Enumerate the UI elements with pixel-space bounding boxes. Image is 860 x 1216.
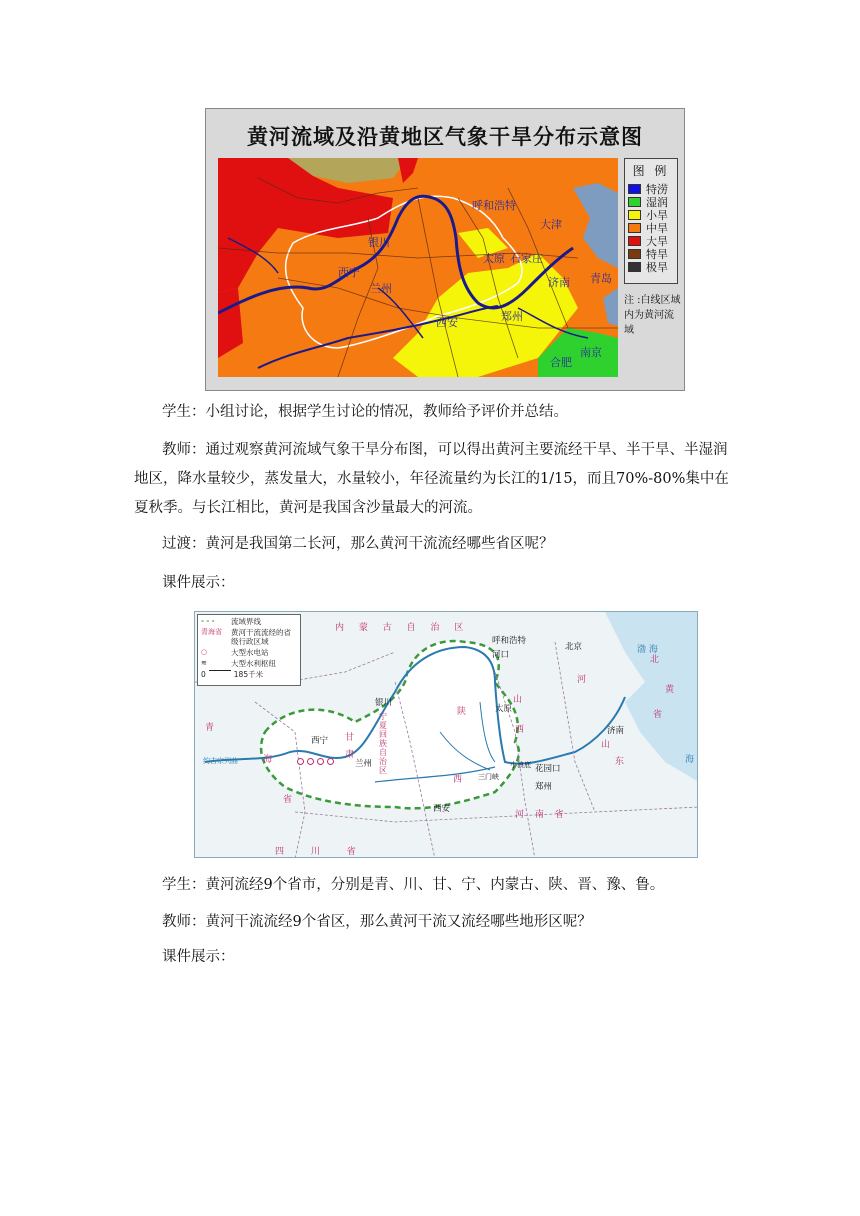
city-label: 北京 xyxy=(565,642,583,652)
city-label: 石家庄 xyxy=(510,252,543,265)
scale-bar xyxy=(209,670,231,671)
teacher-summary-text: 教师：通过观察黄河流域气象干旱分布图，可以得出黄河主要流经干旱、半干旱、半湿润地区，降水量较少，蒸发量大，水量较小，年径流量约为长江的1/15，而且70%-80%集中在夏秋季。与长江相比，黄河是我国含沙量最大的河流。 xyxy=(134,442,729,516)
legend-swatch xyxy=(628,223,641,233)
city-label: 花园口 xyxy=(535,764,561,774)
legend-item xyxy=(628,260,677,273)
province-label: 宁夏回族自治区 xyxy=(379,712,387,775)
city-label: 呼和浩特 xyxy=(492,636,527,646)
city-label: 西安 xyxy=(436,316,458,329)
legend-basin-line: - - - 流域界线 xyxy=(201,617,261,626)
courseware-label: 课件展示： xyxy=(162,949,235,965)
legend-swatch xyxy=(628,249,641,259)
legend-province: 青海省 黄河干流流经的省级行政区域 xyxy=(201,628,291,646)
city-label: 青岛 xyxy=(590,272,612,285)
courseware-label: 课件展示： xyxy=(162,575,235,591)
teacher-question-text: 教师：黄河干流流经9个省区，那么黄河干流又流经哪些地形区呢？ xyxy=(162,914,592,930)
province-label: 西 xyxy=(515,725,525,735)
legend-label: 小旱 xyxy=(646,208,668,222)
legend-label: 湿润 xyxy=(646,195,668,209)
city-label: 兰州 xyxy=(370,282,392,295)
legend-label: 大旱 xyxy=(646,234,668,248)
province-label: 山 xyxy=(513,695,523,705)
province-label: 河 xyxy=(577,675,587,685)
province-label: 西 xyxy=(453,775,463,785)
province-label: 山 xyxy=(601,740,611,750)
province-label: 四 川 省 xyxy=(275,847,368,857)
city-label: 郑州 xyxy=(535,782,553,792)
power-station-icon: ○ xyxy=(201,648,208,656)
province-label: 甘 xyxy=(345,733,355,743)
yellow-river-provinces-map xyxy=(194,611,698,858)
city-label: 西安 xyxy=(433,804,451,814)
hub-icon: ≋ xyxy=(201,659,207,667)
city-label: 三门峡 xyxy=(478,773,499,781)
province-label: 河 南 省 xyxy=(515,810,568,820)
city-label: 南京 xyxy=(580,346,602,359)
city-label: 济南 xyxy=(607,726,625,736)
student-discussion-text: 学生：小组讨论，根据学生讨论的情况，教师给予评价并总结。 xyxy=(162,404,568,420)
province-label: 海 xyxy=(263,755,273,765)
province-label: 陕 xyxy=(457,707,467,717)
dashed-line-icon: - - - xyxy=(201,617,215,625)
legend-title: 图 例 xyxy=(632,164,670,178)
city-label: 兰州 xyxy=(355,759,373,769)
city-label: 河口 xyxy=(492,650,510,660)
city-label: 西宁 xyxy=(338,266,360,279)
legend-label: 中旱 xyxy=(646,221,668,235)
city-label: 银川 xyxy=(375,698,393,708)
river-label: 约古宗列曲 xyxy=(203,757,238,765)
province-label: 北 xyxy=(650,655,660,665)
province-label: 省 xyxy=(653,710,663,720)
legend-swatch xyxy=(628,184,641,194)
city-label: 银川 xyxy=(368,236,390,249)
drought-map-figure xyxy=(205,108,685,391)
power-station-icon xyxy=(307,758,314,765)
legend-swatch xyxy=(628,210,641,220)
province-label: 青 xyxy=(205,723,215,733)
legend-power-station: ○ 大型水电站 xyxy=(201,648,269,657)
province-label: 省 xyxy=(283,795,293,805)
power-station-icon xyxy=(327,758,334,765)
city-label: 太原 xyxy=(483,252,505,265)
province-label: 肃 xyxy=(345,750,355,760)
provinces-map-legend xyxy=(197,614,301,686)
power-station-icon xyxy=(297,758,304,765)
legend-label: 特旱 xyxy=(646,247,668,261)
city-label: 呼和浩特 xyxy=(472,199,516,212)
drought-map-note: 注 :白线区域内为黄河流域 xyxy=(624,295,681,336)
city-label: 郑州 xyxy=(501,310,523,323)
legend-label: 极旱 xyxy=(646,260,668,274)
sea-label: 海 xyxy=(685,755,695,765)
legend-hub: ≋ 大型水利枢纽 xyxy=(201,659,276,668)
legend-swatch xyxy=(628,236,641,246)
drought-map xyxy=(218,158,618,377)
transition-text: 过渡：黄河是我国第二长河，那么黄河干流流经哪些省区呢？ xyxy=(162,536,554,552)
drought-map-legend xyxy=(624,158,678,284)
student-answer-text: 学生：黄河流经9个省市，分别是青、川、甘、宁、内蒙古、陕、晋、豫、鲁。 xyxy=(162,877,665,893)
city-label: 济南 xyxy=(548,276,570,289)
legend-swatch xyxy=(628,262,641,272)
city-label: 西宁 xyxy=(311,736,329,746)
province-label: 东 xyxy=(615,757,625,767)
drought-map-title: 黄河流域及沿黄地区气象干旱分布示意图 xyxy=(247,125,643,149)
city-label: 太原 xyxy=(495,704,513,714)
city-label: 合肥 xyxy=(550,356,572,369)
city-label: 大津 xyxy=(540,218,562,231)
legend-label: 特涝 xyxy=(646,182,668,196)
sea-label: 渤 海 xyxy=(637,645,658,655)
legend-scale: 0 185千米 xyxy=(201,670,264,679)
province-label: 内 蒙 古 自 治 区 xyxy=(335,623,470,633)
province-label: 黄 xyxy=(665,685,675,695)
power-station-icon xyxy=(317,758,324,765)
legend-swatch xyxy=(628,197,641,207)
city-label: 小浪底 xyxy=(510,761,531,769)
